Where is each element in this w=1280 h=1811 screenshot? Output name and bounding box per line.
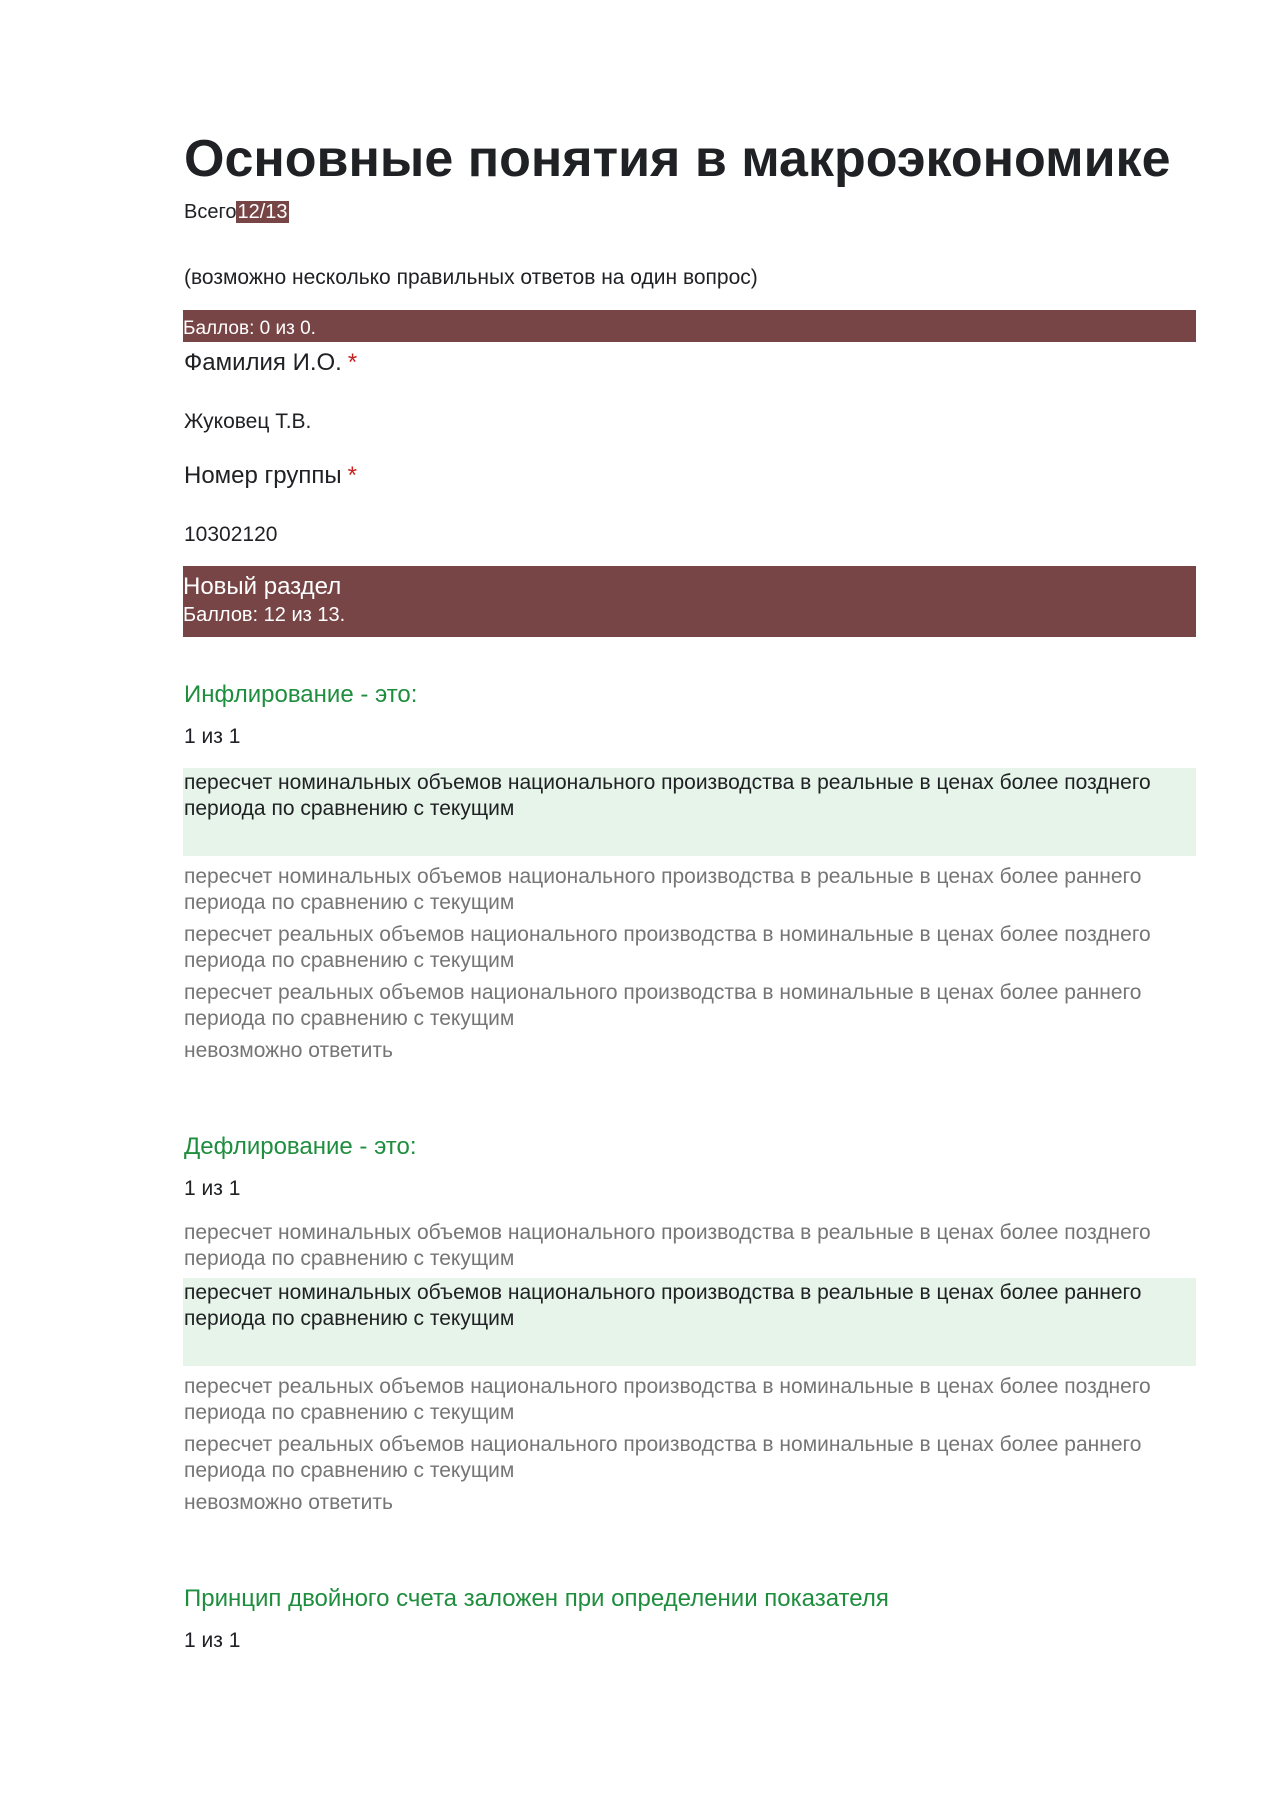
question-3 bbox=[184, 1584, 1196, 1654]
answer-option: пересчет номинальных объемов национального производства в реальные в ценах более раннего периода по сравнению с текущим bbox=[184, 865, 1142, 914]
answer-option: пересчет реальных объемов национального производства в номинальные в ценах более позднего периода по сравнению с текущим bbox=[184, 923, 1151, 972]
section-header bbox=[183, 566, 1196, 637]
answer-option-correct: пересчет номинальных объемов национального производства в реальные в ценах более позднего периода по сравнению с текущим bbox=[183, 768, 1196, 856]
form-description: (возможно несколько правильных ответов на один вопрос) bbox=[184, 266, 758, 289]
field-label-text: Фамилия И.О. bbox=[184, 349, 342, 376]
section-score: Баллов: 12 из 13. bbox=[183, 604, 346, 626]
field-value-group: 10302120 bbox=[184, 523, 278, 546]
field-label-text: Номер группы bbox=[184, 462, 342, 489]
answer-option: пересчет реальных объемов национального производства в номинальные в ценах более раннего периода по сравнению с текущим bbox=[184, 1433, 1142, 1482]
question-title: Принцип двойного счета заложен при определении показателя bbox=[184, 1585, 889, 1612]
question-score: 1 из 1 bbox=[184, 1177, 241, 1200]
total-score bbox=[184, 199, 289, 225]
answer-options bbox=[184, 1220, 1196, 1516]
question-score: 1 из 1 bbox=[184, 1629, 241, 1652]
question-score: 1 из 1 bbox=[184, 725, 241, 748]
answer-option: невозможно ответить bbox=[184, 1491, 393, 1514]
question-2 bbox=[184, 1132, 1196, 1522]
field-label-name bbox=[184, 348, 357, 378]
answer-option: пересчет номинальных объемов национального производства в реальные в ценах более позднего периода по сравнению с текущим bbox=[184, 1221, 1151, 1270]
total-label: Всего bbox=[184, 201, 237, 223]
section-title: Новый раздел bbox=[183, 573, 342, 600]
field-label-group bbox=[184, 461, 357, 491]
answer-option-correct: пересчет номинальных объемов национального производства в реальные в ценах более раннего периода по сравнению с текущим bbox=[183, 1278, 1196, 1366]
question-title: Инфлирование - это: bbox=[184, 681, 418, 708]
question-title: Дефлирование - это: bbox=[184, 1133, 417, 1160]
field-value-name: Жуковец Т.В. bbox=[184, 410, 312, 433]
intro-score-bar: Баллов: 0 из 0. bbox=[183, 310, 1196, 342]
required-mark: * bbox=[347, 349, 358, 376]
question-1 bbox=[184, 680, 1196, 1070]
form-title: Основные понятия в макроэкономике bbox=[184, 130, 1171, 188]
required-mark: * bbox=[347, 462, 357, 489]
answer-option: невозможно ответить bbox=[184, 1039, 393, 1062]
answer-option: пересчет реальных объемов национального производства в номинальные в ценах более раннего периода по сравнению с текущим bbox=[184, 981, 1142, 1030]
answer-options bbox=[184, 768, 1196, 1064]
answer-option: пересчет реальных объемов национального производства в номинальные в ценах более позднего периода по сравнению с текущим bbox=[184, 1375, 1151, 1424]
total-score-badge: 12/13 bbox=[237, 201, 288, 223]
